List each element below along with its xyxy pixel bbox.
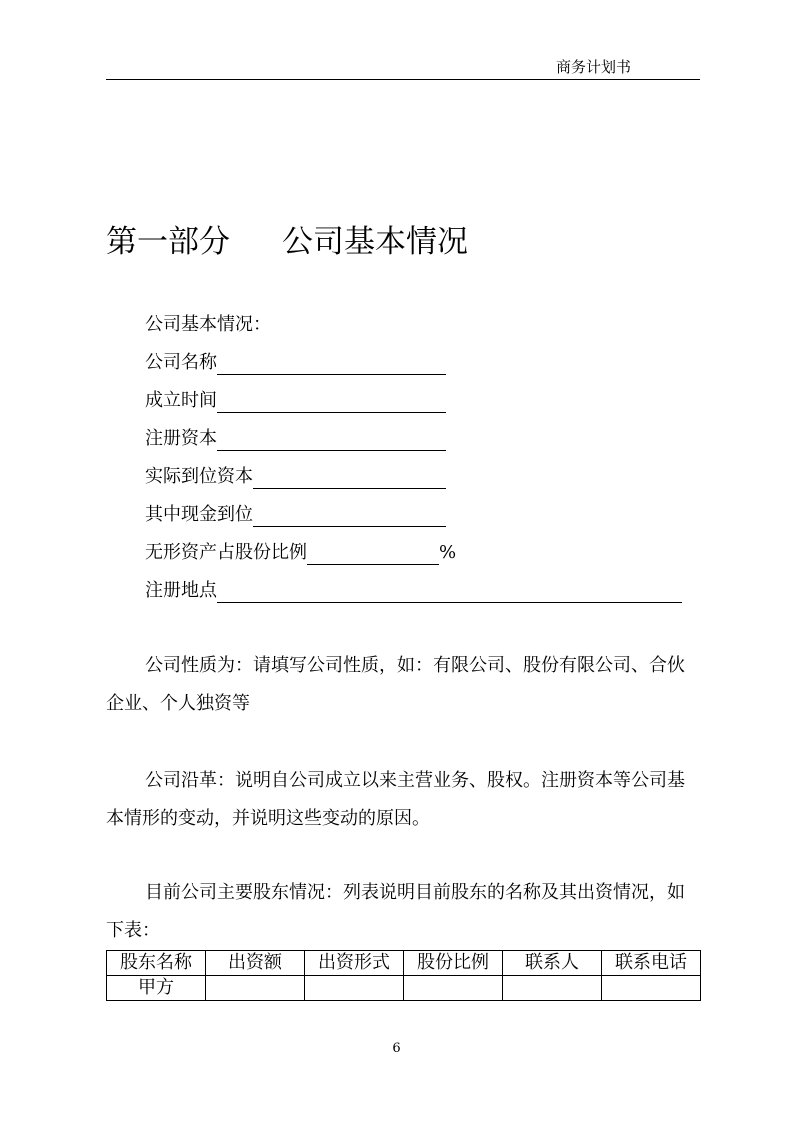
- shareholders-paragraph: [106, 874, 700, 950]
- percent-sign: %: [439, 542, 457, 563]
- company-nature-text: 公司性质为：请填写公司性质，如：有限公司、股份有限公司、合伙企业、个人独资等: [106, 655, 685, 714]
- table-header-cell: 股东名称: [107, 951, 206, 976]
- table-cell[interactable]: [206, 976, 305, 1001]
- table-cell[interactable]: [503, 976, 602, 1001]
- registered-address-row: [145, 579, 682, 603]
- table-header-cell: 出资形式: [305, 951, 404, 976]
- page-number: 6: [392, 1041, 401, 1056]
- table-cell[interactable]: [404, 976, 503, 1001]
- cash-in-place-blank[interactable]: [253, 504, 446, 527]
- shareholders-text: 目前公司主要股东情况：列表说明目前股东的名称及其出资情况，如下表：: [106, 882, 685, 941]
- company-nature-paragraph: [106, 647, 700, 723]
- table-header-cell: 股份比例: [404, 951, 503, 976]
- intangible-ratio-row: [145, 541, 456, 565]
- header-rule: [106, 79, 700, 80]
- company-history-paragraph: [106, 762, 700, 838]
- table-cell[interactable]: [305, 976, 404, 1001]
- cash-in-place-label: 其中现金到位: [145, 504, 253, 525]
- paid-capital-label: 实际到位资本: [145, 466, 253, 487]
- intangible-ratio-label: 无形资产占股份比例: [145, 542, 307, 563]
- registered-address-label: 注册地点: [145, 580, 217, 601]
- shareholders-table: [106, 950, 701, 1001]
- table-header-cell: 联系电话: [602, 951, 701, 976]
- founded-row: [145, 389, 446, 413]
- company-name-row: [145, 351, 446, 375]
- table-header-cell: 联系人: [503, 951, 602, 976]
- table-header-row: [107, 951, 701, 976]
- founded-label: 成立时间: [145, 390, 217, 411]
- paid-capital-blank[interactable]: [253, 466, 446, 489]
- registered-capital-row: [145, 427, 446, 451]
- section-part: 第一部分: [106, 224, 230, 260]
- table-row: [107, 976, 701, 1001]
- company-history-text: 公司沿革：说明自公司成立以来主营业务、股权。注册资本等公司基本情形的变动，并说明这些变动的原因。: [106, 770, 685, 829]
- table-header-cell: 出资额: [206, 951, 305, 976]
- registered-address-blank[interactable]: [217, 580, 682, 603]
- basic-info-heading: 公司基本情况：: [145, 314, 271, 335]
- document-header-title: 商务计划书: [556, 58, 632, 76]
- table-cell[interactable]: [602, 976, 701, 1001]
- intangible-ratio-blank[interactable]: [307, 542, 439, 565]
- section-title: [106, 216, 468, 261]
- section-name: 公司基本情况: [282, 224, 468, 260]
- company-name-blank[interactable]: [217, 352, 446, 375]
- paid-capital-row: [145, 465, 446, 489]
- registered-capital-label: 注册资本: [145, 428, 217, 449]
- company-name-label: 公司名称: [145, 352, 217, 373]
- founded-blank[interactable]: [217, 390, 446, 413]
- table-cell: 甲方: [107, 976, 206, 1001]
- cash-in-place-row: [145, 503, 446, 527]
- registered-capital-blank[interactable]: [217, 428, 446, 451]
